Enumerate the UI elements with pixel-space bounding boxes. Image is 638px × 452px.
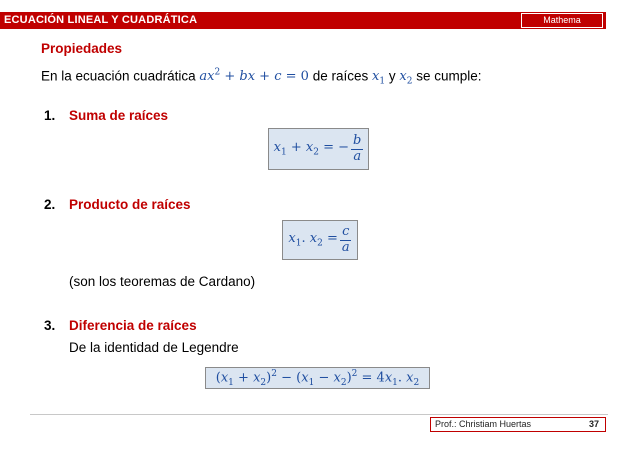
legendre-identity-formula: $(x_1 + x_2)^2 - (x_1 - x_2)^2 = 4x_1$. $x_2$ bbox=[205, 367, 430, 389]
item-2-number: 2. bbox=[44, 197, 56, 212]
section-title: Propiedades bbox=[41, 41, 123, 56]
item-3-number: 3. bbox=[44, 318, 56, 333]
sum-of-roots-formula: $x_1 + x_2$ = − $\frac{b}{a}$ bbox=[268, 128, 369, 170]
item-3-title: Diferencia de raíces bbox=[69, 318, 197, 333]
quadratic-equation: $ax^2$ + bx + c = 0 bbox=[199, 68, 309, 85]
item-1-number: 1. bbox=[44, 108, 56, 123]
intro-text bbox=[41, 68, 482, 87]
cardano-note: (son los teoremas de Cardano) bbox=[69, 274, 256, 289]
product-of-roots-formula: $x_1$. $x_2$ = $\frac{c}{a}$ bbox=[282, 220, 358, 260]
intro-prefix: En la ecuación cuadrática bbox=[41, 68, 196, 84]
intro-and: y bbox=[388, 68, 396, 84]
header-badge: Mathema bbox=[521, 13, 603, 28]
footer-box bbox=[430, 417, 606, 432]
legendre-note: De la identidad de Legendre bbox=[69, 340, 239, 355]
header-title: ECUACIÓN LINEAL Y CUADRÁTICA bbox=[4, 14, 198, 26]
page-number: 37 bbox=[588, 419, 599, 429]
root-x1: $x_1$ bbox=[372, 69, 386, 87]
footer-author: Prof.: Christiam Huertas bbox=[435, 419, 532, 429]
item-2-title: Producto de raíces bbox=[69, 197, 191, 212]
root-x2: $x_2$ bbox=[399, 69, 413, 87]
intro-suffix: se cumple: bbox=[416, 68, 482, 84]
footer-divider bbox=[30, 414, 608, 415]
item-1-title: Suma de raíces bbox=[69, 108, 169, 123]
intro-middle: de raíces bbox=[312, 68, 369, 84]
header-bar bbox=[0, 12, 606, 29]
